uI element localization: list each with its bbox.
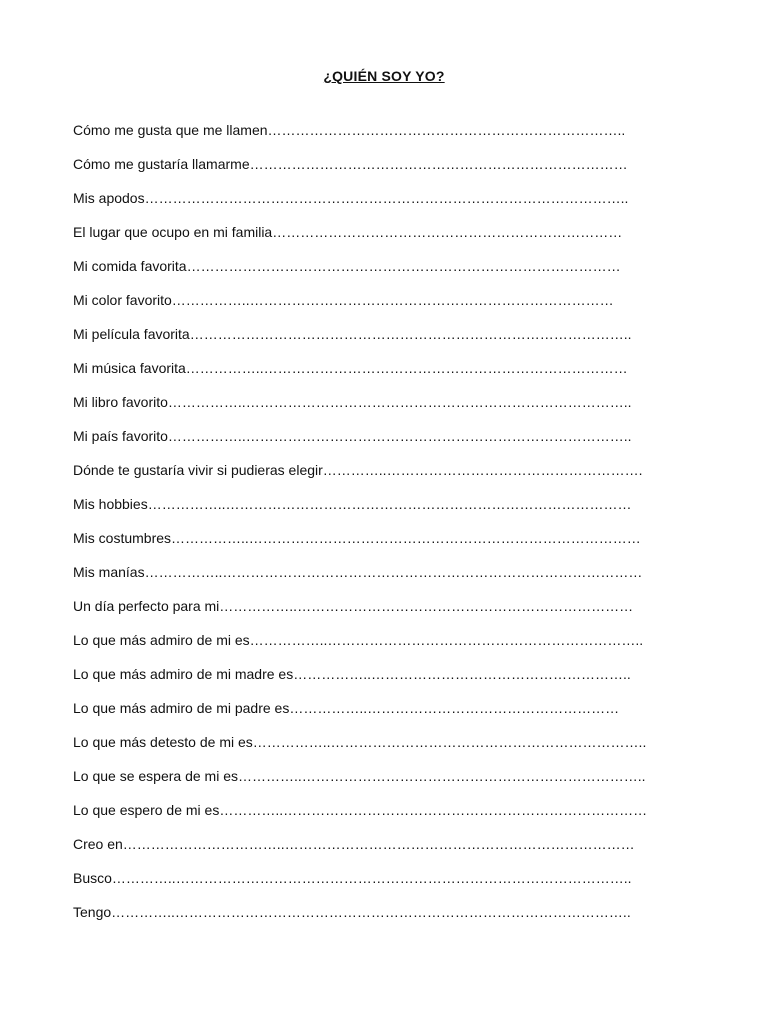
question-line: Busco…………..…………………………………………………………………………………….. — [73, 870, 632, 886]
question-line: Creo en……………………………..………………………………………………………………… — [73, 836, 635, 852]
question-line: Mis apodos………………………………………………………………………………………….. — [73, 190, 629, 206]
question-line: Dónde te gustaría vivir si pudieras elegir…………..………………………………………………. — [73, 462, 643, 478]
question-list — [73, 121, 697, 937]
question-line: Mi color favorito……………..…………………………………………………………………… — [73, 292, 614, 308]
question-line: Mis manías……………..……………………………………………………………………………… — [73, 564, 643, 580]
question-line: Mi música favorita……………..…………………………………………………………………… — [73, 360, 628, 376]
question-line: Cómo me gusta que me llamen………………………………………………………………….. — [73, 122, 626, 138]
question-line: Lo que más detesto de mi es……………..………………………………………………………….. — [73, 734, 647, 750]
question-line: Mis hobbies……………..…………………………………………………………………………… — [73, 496, 632, 512]
question-line: Lo que más admiro de mi padre es……………..……………………………………………… — [73, 700, 620, 716]
question-line: El lugar que ocupo en mi familia………………………………………………………………… — [73, 224, 623, 240]
question-line: Lo que se espera de mi es…………..……………………………………………………………….. — [73, 768, 646, 784]
question-line: Cómo me gustaría llamarme……………………………………………………………………… — [73, 156, 628, 172]
question-line: Mi país favorito……………..……………………………………………………………………….. — [73, 428, 632, 444]
question-line: Mi película favorita………………………………………………………………………………….. — [73, 326, 632, 342]
question-line: Lo que espero de mi es…………..…………………………………………………………………… — [73, 802, 648, 818]
question-line: Mi comida favorita………………………………………………………………………………… — [73, 258, 621, 274]
page-title: ¿QUIÉN SOY YO? — [323, 68, 445, 84]
question-line: Lo que más admiro de mi madre es……………..……………………………………………….. — [73, 666, 631, 682]
question-line: Un día perfecto para mi……………..……………………………………………………………… — [73, 598, 634, 614]
question-line: Tengo…………..…………………………………………………………………………………….. — [73, 904, 631, 920]
question-line: Mis costumbres……………..………………………………………………………………………… — [73, 530, 641, 546]
question-line: Lo que más admiro de mi es……………..………………………………………………………….. — [73, 632, 644, 648]
question-line: Mi libro favorito……………..……………………………………………………………………….. — [73, 394, 632, 410]
